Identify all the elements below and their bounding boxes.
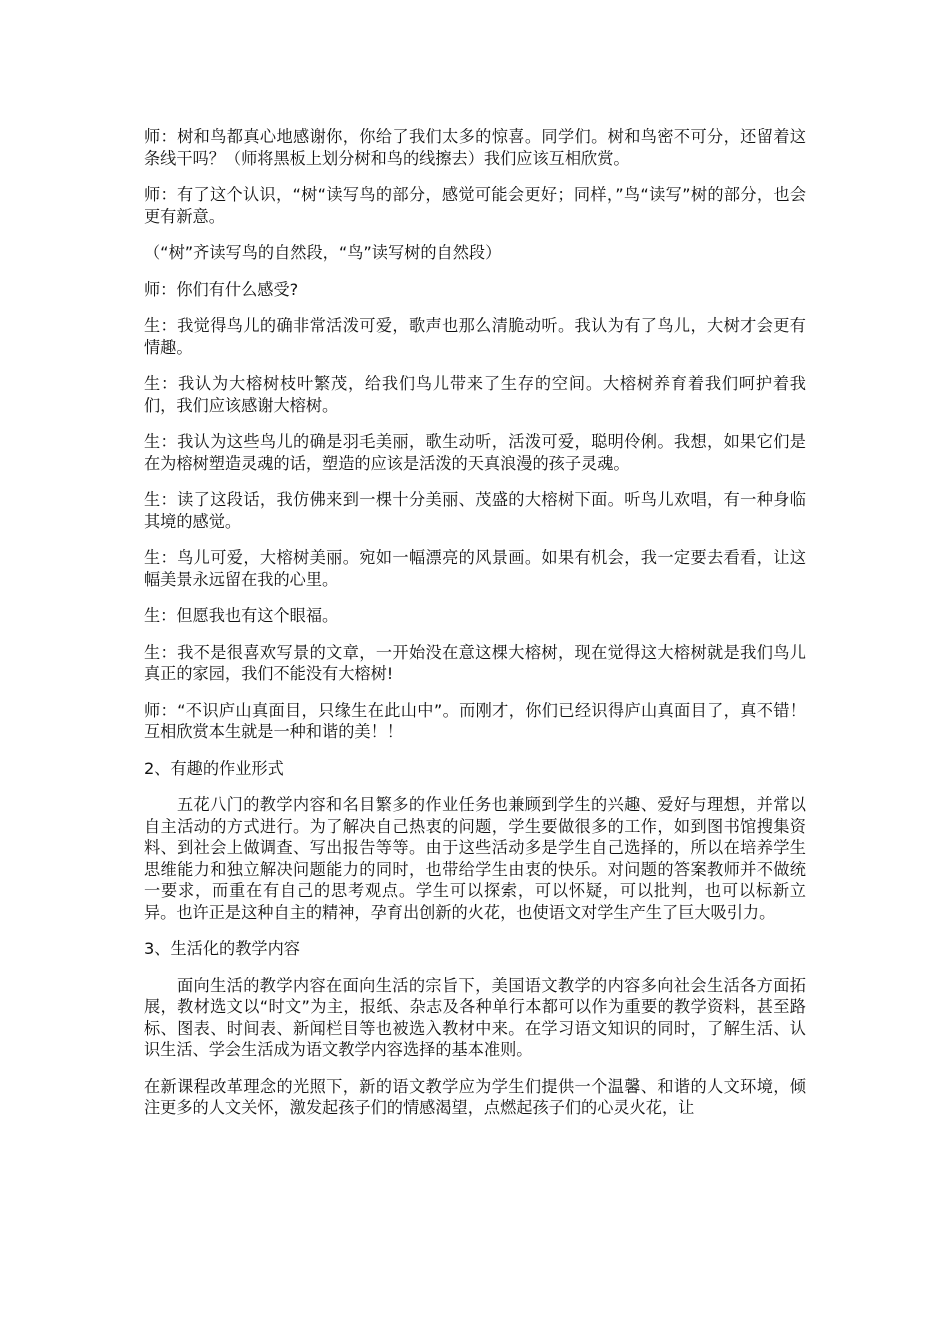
dialogue-paragraph: 师：有了这个认识，“树“读写鸟的部分，感觉可能会更好；同样，”鸟“读写”树的部分，也会更有新意。 [144,185,807,226]
dialogue-paragraph: 师：“不识庐山真面目，只缘生在此山中”。而刚才，你们已经识得庐山真面目了，真不错！互相欣赏本生就是一种和谐的美！！ [144,700,806,741]
section-heading: 3、生活化的教学内容 [144,939,300,958]
dialogue-paragraph: 生：我认为大榕树枝叶繁茂，给我们鸟儿带来了生存的空间。大榕树养育着我们呵护着我们，我们应该感谢大榕树。 [144,374,806,415]
dialogue-paragraph: 生：我不是很喜欢写景的文章，一开始没在意这棵大榕树，现在觉得这大榕树就是我们鸟儿真正的家园，我们不能没有大榕树! [144,642,806,683]
body-paragraph: 在新课程改革理念的光照下，新的语文教学应为学生们提供一个温馨、和谐的人文环境，倾注更多的人文关怀，激发起孩子们的情感渴望，点燃起孩子们的心灵火花，让 [144,1076,806,1117]
dialogue-paragraph: 生：我认为这些鸟儿的确是羽毛美丽，歌生动听，活泼可爱，聪明伶俐。我想，如果它们是在为榕树塑造灵魂的话，塑造的应该是活泼的天真浪漫的孩子灵魂。 [144,432,806,473]
dialogue-paragraph: 生：我觉得鸟儿的确非常活泼可爱，歌声也那么清脆动听。我认为有了鸟儿，大树才会更有情趣。 [144,316,806,357]
dialogue-paragraph: 师：树和鸟都真心地感谢你，你给了我们太多的惊喜。同学们。树和鸟密不可分，还留着这条线干吗？（师将黑板上划分树和鸟的线擦去）我们应该互相欣赏。 [144,127,806,168]
document-page [144,126,806,1134]
dialogue-paragraph: 生：但愿我也有这个眼福。 [144,606,339,625]
section-heading: 2、有趣的作业形式 [144,758,284,778]
stage-direction: （“树”齐读写鸟的自然段，“鸟”读写树的自然段） [144,243,502,262]
dialogue-paragraph: 师：你们有什么感受? [144,279,299,299]
dialogue-paragraph: 生：读了这段话，我仿佛来到一棵十分美丽、茂盛的大榕树下面。听鸟儿欢唱，有一种身临其境的感觉。 [144,490,806,531]
dialogue-paragraph: 生：鸟儿可爱，大榕树美丽。宛如一幅漂亮的风景画。如果有机会，我一定要去看看，让这幅美景永远留在我的心里。 [144,548,806,589]
body-paragraph: 面向生活的教学内容在面向生活的宗旨下，美国语文教学的内容多向社会生活各方面拓展，教材选文以“时文”为主，报纸、杂志及各种单行本都可以作为重要的教学资料，甚至路标、图表、时间表、新闻栏目等也被选入教材中来。在学习语文知识的同时，了解生活、认识生活、学会生活成为语文教学内容选择的基本准则。 [144,975,806,1059]
body-paragraph: 五花八门的教学内容和名目繁多的作业任务也兼顾到学生的兴趣、爱好与理想，并常以自主活动的方式进行。为了解决自己热衷的问题，学生要做很多的工作，如到图书馆搜集资料、到社会上做调查、写出报告等等。由于这些活动多是学生自己选择的，所以在培养学生思维能力和独立解决问题能力的同时，也带给学生由衷的快乐。对问题的答案教师并不做统一要求，而重在有自己的思考观点。学生可以探索，可以怀疑，可以批判，也可以标新立异。也许正是这种自主的精神，孕育出创新的火花，也使语文对学生产生了巨大吸引力。 [144,795,806,922]
